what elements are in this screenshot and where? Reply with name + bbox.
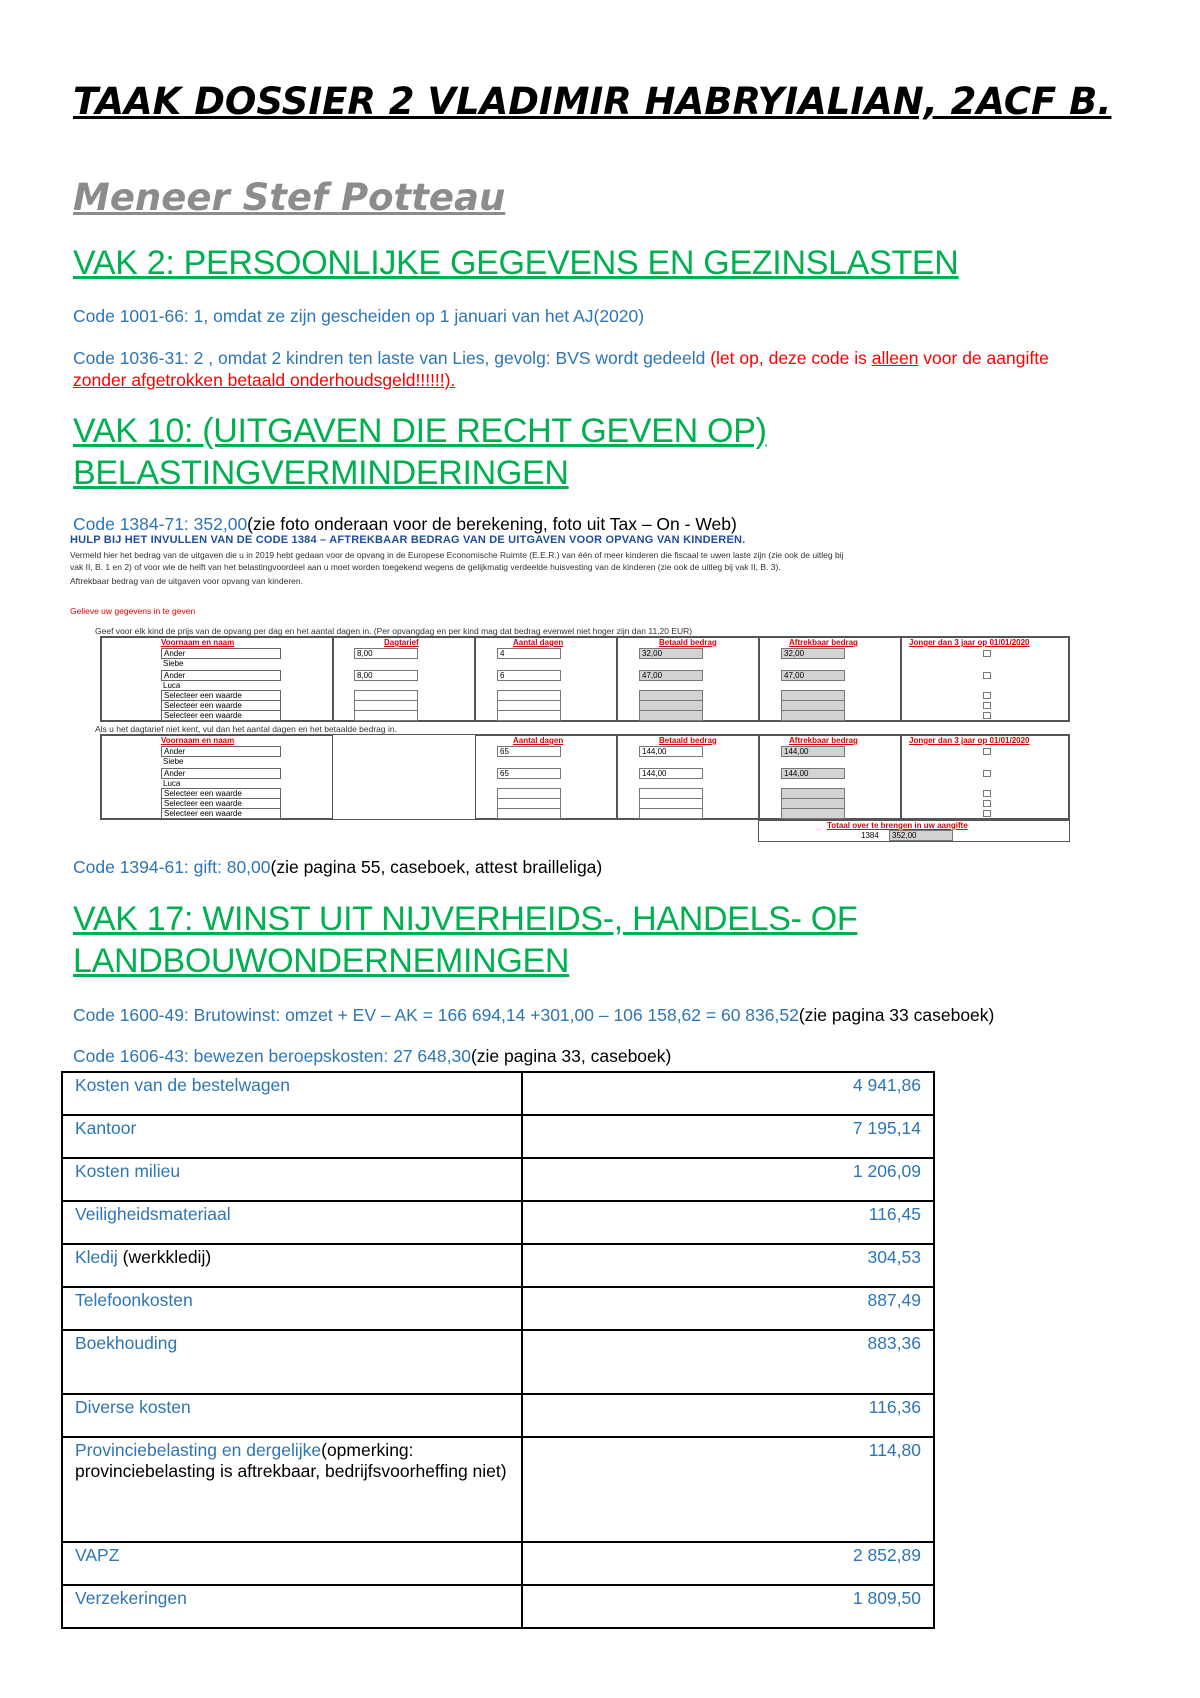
cost-table xyxy=(61,1071,935,1629)
screenshot-total-box xyxy=(758,820,1070,842)
cost-label: Kantoor xyxy=(62,1115,522,1158)
table-row xyxy=(62,1330,934,1394)
vak10-code-1394-note: (zie pagina 55, caseboek, attest brailleliga) xyxy=(270,857,603,877)
cost-note: (opmerking: provinciebelasting is aftrekbaar, bedrijfsvoorheffing niet) xyxy=(75,1440,507,1481)
total-label: Totaal over te brengen in uw aangifte xyxy=(827,821,968,830)
cost-label: Veiligheidsmateriaal xyxy=(62,1201,522,1244)
screenshot-table-2 xyxy=(100,734,1070,820)
table-row xyxy=(62,1244,934,1287)
t2-select-1[interactable]: Ander xyxy=(161,746,281,757)
tax-on-web-screenshot xyxy=(70,534,1090,852)
cost-label-cell xyxy=(62,1244,522,1287)
t2-checkbox-4[interactable] xyxy=(983,800,991,807)
vak17-code-1606 xyxy=(73,1045,1133,1067)
document-title: TAAK DOSSIER 2 VLADIMIR HABRYIALIAN, 2ACF B. xyxy=(73,80,1112,123)
t1-select-4[interactable]: Selecteer een waarde xyxy=(161,700,281,711)
cost-value: 1 206,09 xyxy=(522,1158,934,1201)
t2-header-betaald: Betaald bedrag xyxy=(659,736,717,745)
screenshot-paragraph-2: vak II, B. 1 en 2) of voor wie de helft van het belastingvoordeel aan u moet worden toegekend wegens de gelijkmatig verdeelde huisvesting van de kinderen (zie ook de uitleg bij vak II, B. 3). xyxy=(70,562,781,572)
t2-select-3[interactable]: Selecteer een waarde xyxy=(161,788,281,799)
t1-header-dagen: Aantal dagen xyxy=(513,638,564,647)
t2-aftrekbaar-2: 144,00 xyxy=(781,768,845,779)
t2-checkbox-3[interactable] xyxy=(983,790,991,797)
total-code: 1384 xyxy=(861,831,879,840)
t1-select-1[interactable]: Ander xyxy=(161,648,281,659)
vak2-warning-b: voor de aangifte xyxy=(918,348,1049,368)
cost-value: 304,53 xyxy=(522,1244,934,1287)
vak17-code-1606-note: (zie pagina 33, caseboek) xyxy=(470,1046,672,1066)
t1-aftrekbaar-5 xyxy=(781,710,845,721)
cost-label: Telefoonkosten xyxy=(62,1287,522,1330)
t1-dagen-1[interactable]: 4 xyxy=(497,648,561,659)
vak17-code-1600-value: Code 1600-49: Brutowinst: omzet + EV – AK = 166 694,14 +301,00 – 106 158,62 = 60 836,52 xyxy=(73,1005,799,1025)
t1-header-jonger: Jonger dan 3 jaar op 01/01/2020 xyxy=(909,638,1030,647)
cost-label: Kosten milieu xyxy=(62,1158,522,1201)
t1-tarief-2[interactable]: 8,00 xyxy=(354,670,418,681)
cost-value: 1 809,50 xyxy=(522,1585,934,1628)
t1-name-2: Luca xyxy=(163,681,181,690)
cost-value: 114,80 xyxy=(522,1437,934,1542)
t2-checkbox-1[interactable] xyxy=(983,748,991,755)
t1-checkbox-3[interactable] xyxy=(983,692,991,699)
cost-label: Kosten van de bestelwagen xyxy=(62,1072,522,1115)
t2-aftrekbaar-1: 144,00 xyxy=(781,746,845,757)
t1-header-dagtarief: Dagtarief xyxy=(384,638,419,647)
t2-header-aftrekbaar: Aftrekbaar bedrag xyxy=(789,736,858,745)
vak2-code-1001: Code 1001-66: 1, omdat ze zijn gescheiden op 1 januari van het AJ(2020) xyxy=(73,306,645,326)
cost-label: Kledij xyxy=(75,1247,118,1267)
t1-checkbox-1[interactable] xyxy=(983,650,991,657)
t1-checkbox-5[interactable] xyxy=(983,712,991,719)
t1-checkbox-2[interactable] xyxy=(983,672,991,679)
table-row xyxy=(62,1542,934,1585)
t2-betaald-5[interactable] xyxy=(639,808,703,819)
screenshot-required-note: Gelieve uw gegevens in te geven xyxy=(70,606,196,616)
vak17-code-1600-note: (zie pagina 33 caseboek) xyxy=(798,1005,995,1025)
t1-select-5[interactable]: Selecteer een waarde xyxy=(161,710,281,721)
t1-select-2[interactable]: Ander xyxy=(161,670,281,681)
t2-aftrekbaar-5 xyxy=(781,808,845,819)
t2-select-2[interactable]: Ander xyxy=(161,768,281,779)
screenshot-instruction-1: Geef voor elk kind de prijs van de opvang per dag en het aantal dagen in. (Per opvangdag en per kind mag dat bedrag evenwel niet hoger zijn dan 11,20 EUR) xyxy=(95,626,693,636)
t1-betaald-5 xyxy=(639,710,703,721)
vak17-code-1600 xyxy=(73,1004,1133,1026)
document-subtitle: Meneer Stef Potteau xyxy=(73,176,506,219)
cost-note: (werkkledij) xyxy=(117,1247,212,1267)
t2-dagen-2[interactable]: 65 xyxy=(497,768,561,779)
table-row xyxy=(62,1201,934,1244)
vak10-code-1384-note: (zie foto onderaan voor de berekening, foto uit Tax – On - Web) xyxy=(247,514,737,534)
t1-header-name: Voornaam en naam xyxy=(161,638,235,647)
cost-label-cell xyxy=(62,1437,522,1542)
t2-select-5[interactable]: Selecteer een waarde xyxy=(161,808,281,819)
screenshot-paragraph-3: Aftrekbaar bedrag van de uitgaven voor opvang van kinderen. xyxy=(70,576,303,586)
t1-header-betaald: Betaald bedrag xyxy=(659,638,717,647)
cost-label: Diverse kosten xyxy=(62,1394,522,1437)
table-row xyxy=(62,1072,934,1115)
vak10-code-1394-value: Code 1394-61: gift: 80,00 xyxy=(73,857,271,877)
t2-checkbox-2[interactable] xyxy=(983,770,991,777)
screenshot-table-1 xyxy=(100,636,1070,722)
t1-tarief-1[interactable]: 8,00 xyxy=(354,648,418,659)
cost-value: 7 195,14 xyxy=(522,1115,934,1158)
screenshot-title: HULP BIJ HET INVULLEN VAN DE CODE 1384 – AFTREKBAAR BEDRAG VAN DE UITGAVEN VOOR OPVANG VAN KINDEREN. xyxy=(70,534,746,546)
vak2-warning-alleen: alleen xyxy=(871,348,919,368)
t1-aftrekbaar-1: 32,00 xyxy=(781,648,845,659)
t1-betaald-2: 47,00 xyxy=(639,670,703,681)
cost-value: 2 852,89 xyxy=(522,1542,934,1585)
cost-value: 883,36 xyxy=(522,1330,934,1394)
t1-header-aftrekbaar: Aftrekbaar bedrag xyxy=(789,638,858,647)
t1-tarief-5[interactable] xyxy=(354,710,418,721)
table-row xyxy=(62,1158,934,1201)
t1-select-3[interactable]: Selecteer een waarde xyxy=(161,690,281,701)
cost-value: 116,45 xyxy=(522,1201,934,1244)
t2-name-1: Siebe xyxy=(163,757,184,766)
vak2-code-1036 xyxy=(73,347,1133,369)
vak10-code-1384 xyxy=(73,513,1133,535)
t2-dagen-5[interactable] xyxy=(497,808,561,819)
cost-label: Provinciebelasting en dergelijke xyxy=(75,1440,322,1460)
table-row xyxy=(62,1437,934,1542)
t1-betaald-1: 32,00 xyxy=(639,648,703,659)
t2-betaald-1[interactable]: 144,00 xyxy=(639,746,703,757)
t1-dagen-2[interactable]: 6 xyxy=(497,670,561,681)
t2-dagen-1[interactable]: 65 xyxy=(497,746,561,757)
table-row xyxy=(62,1394,934,1437)
screenshot-instruction-2: Als u het dagtarief niet kent, vul dan het aantal dagen en het betaalde bedrag in. xyxy=(95,724,397,734)
t1-dagen-5[interactable] xyxy=(497,710,561,721)
vak2-warning-line2: zonder afgetrokken betaald onderhoudsgeld!!!!!!). xyxy=(73,370,456,390)
t2-name-2: Luca xyxy=(163,779,181,788)
t1-name-1: Siebe xyxy=(163,659,184,668)
total-value: 352,00 xyxy=(889,830,953,841)
cost-label: VAPZ xyxy=(62,1542,522,1585)
heading-vak10: VAK 10: (UITGAVEN DIE RECHT GEVEN OP) BELASTINGVERMINDERINGEN xyxy=(73,412,767,492)
cost-value: 887,49 xyxy=(522,1287,934,1330)
cost-value: 116,36 xyxy=(522,1394,934,1437)
vak2-warning-a: (let op, deze code is xyxy=(705,348,872,368)
heading-vak17: VAK 17: WINST UIT NIJVERHEIDS-, HANDELS- OF LANDBOUWONDERNEMINGEN xyxy=(73,900,858,980)
cost-label: Boekhouding xyxy=(62,1330,522,1394)
vak2-code-1036-text: Code 1036-31: 2 , omdat 2 kindren ten laste van Lies, gevolg: BVS wordt gedeeld xyxy=(73,348,706,368)
cost-label: Verzekeringen xyxy=(62,1585,522,1628)
table-row xyxy=(62,1115,934,1158)
t2-betaald-2[interactable]: 144,00 xyxy=(639,768,703,779)
heading-vak2: VAK 2: PERSOONLIJKE GEGEVENS EN GEZINSLASTEN xyxy=(73,244,959,282)
vak10-code-1394 xyxy=(73,856,1133,878)
vak10-code-1384-value: Code 1384-71: 352,00 xyxy=(73,514,248,534)
table-row xyxy=(62,1585,934,1628)
table-row xyxy=(62,1287,934,1330)
t2-select-4[interactable]: Selecteer een waarde xyxy=(161,798,281,809)
t2-header-jonger: Jonger dan 3 jaar op 01/01/2020 xyxy=(909,736,1030,745)
t2-header-name: Voornaam en naam xyxy=(161,736,235,745)
t2-checkbox-5[interactable] xyxy=(983,810,991,817)
cost-value: 4 941,86 xyxy=(522,1072,934,1115)
t2-header-dagen: Aantal dagen xyxy=(513,736,564,745)
vak17-code-1606-value: Code 1606-43: bewezen beroepskosten: 27 648,30 xyxy=(73,1046,471,1066)
t1-checkbox-4[interactable] xyxy=(983,702,991,709)
t1-aftrekbaar-2: 47,00 xyxy=(781,670,845,681)
screenshot-paragraph-1: Vermeld hier het bedrag van de uitgaven die u in 2019 hebt gedaan voor de opvang in de Europese Economische Ruimte (E.E.R.) van één of meer kinderen die fiscaal te uwen laste zijn (zie ook de uitleg bij xyxy=(70,550,844,560)
